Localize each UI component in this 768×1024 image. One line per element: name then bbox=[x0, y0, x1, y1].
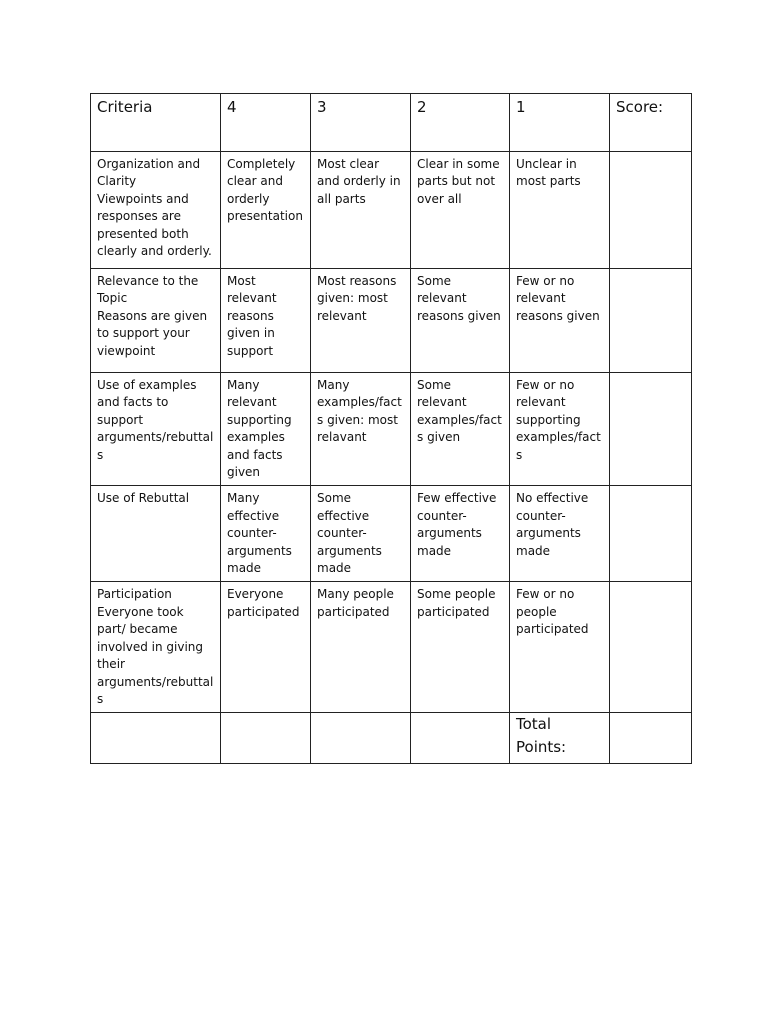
criteria-cell: Organization and Clarity Viewpoints and responses are presented both clearly and orderly. bbox=[91, 152, 221, 269]
rubric-table bbox=[90, 93, 692, 764]
level-3-cell: Many people participated bbox=[311, 582, 411, 713]
level-4-cell: Most relevant reasons given in support bbox=[221, 269, 311, 373]
level-3-cell: Most clear and orderly in all parts bbox=[311, 152, 411, 269]
empty-cell bbox=[311, 713, 411, 764]
table-row bbox=[91, 152, 692, 269]
level-2-cell: Some people participated bbox=[411, 582, 510, 713]
score-cell[interactable] bbox=[610, 269, 692, 373]
level-1-cell: Unclear in most parts bbox=[510, 152, 610, 269]
criteria-cell: Participation Everyone took part/ became involved in giving their arguments/rebuttals bbox=[91, 582, 221, 713]
level-4-cell: Everyone participated bbox=[221, 582, 311, 713]
level-4-cell: Completely clear and orderly presentation bbox=[221, 152, 311, 269]
table-row bbox=[91, 373, 692, 486]
empty-cell bbox=[411, 713, 510, 764]
level-2-cell: Some relevant reasons given bbox=[411, 269, 510, 373]
level-1-cell: Few or no relevant supporting examples/facts bbox=[510, 373, 610, 486]
total-score-cell[interactable] bbox=[610, 713, 692, 764]
score-cell[interactable] bbox=[610, 373, 692, 486]
total-row bbox=[91, 713, 692, 764]
empty-cell bbox=[91, 713, 221, 764]
header-level-2: 2 bbox=[411, 94, 510, 152]
level-3-cell: Most reasons given: most relevant bbox=[311, 269, 411, 373]
header-criteria: Criteria bbox=[91, 94, 221, 152]
level-4-cell: Many relevant supporting examples and facts given bbox=[221, 373, 311, 486]
criteria-cell: Use of Rebuttal bbox=[91, 486, 221, 582]
score-cell[interactable] bbox=[610, 152, 692, 269]
score-cell[interactable] bbox=[610, 582, 692, 713]
criteria-cell: Use of examples and facts to support arguments/rebuttals bbox=[91, 373, 221, 486]
table-row bbox=[91, 582, 692, 713]
header-level-3: 3 bbox=[311, 94, 411, 152]
total-points-label: Total Points: bbox=[510, 713, 610, 764]
header-row bbox=[91, 94, 692, 152]
header-level-1: 1 bbox=[510, 94, 610, 152]
level-2-cell: Some relevant examples/facts given bbox=[411, 373, 510, 486]
table-row bbox=[91, 486, 692, 582]
level-2-cell: Clear in some parts but not over all bbox=[411, 152, 510, 269]
level-3-cell: Many examples/facts given: most relavant bbox=[311, 373, 411, 486]
header-level-4: 4 bbox=[221, 94, 311, 152]
criteria-cell: Relevance to the Topic Reasons are given to support your viewpoint bbox=[91, 269, 221, 373]
score-cell[interactable] bbox=[610, 486, 692, 582]
empty-cell bbox=[221, 713, 311, 764]
level-1-cell: Few or no relevant reasons given bbox=[510, 269, 610, 373]
level-1-cell: No effective counter-arguments made bbox=[510, 486, 610, 582]
table-row bbox=[91, 269, 692, 373]
level-3-cell: Some effective counter-arguments made bbox=[311, 486, 411, 582]
level-4-cell: Many effective counter-arguments made bbox=[221, 486, 311, 582]
level-2-cell: Few effective counter-arguments made bbox=[411, 486, 510, 582]
header-score: Score: bbox=[610, 94, 692, 152]
level-1-cell: Few or no people participated bbox=[510, 582, 610, 713]
